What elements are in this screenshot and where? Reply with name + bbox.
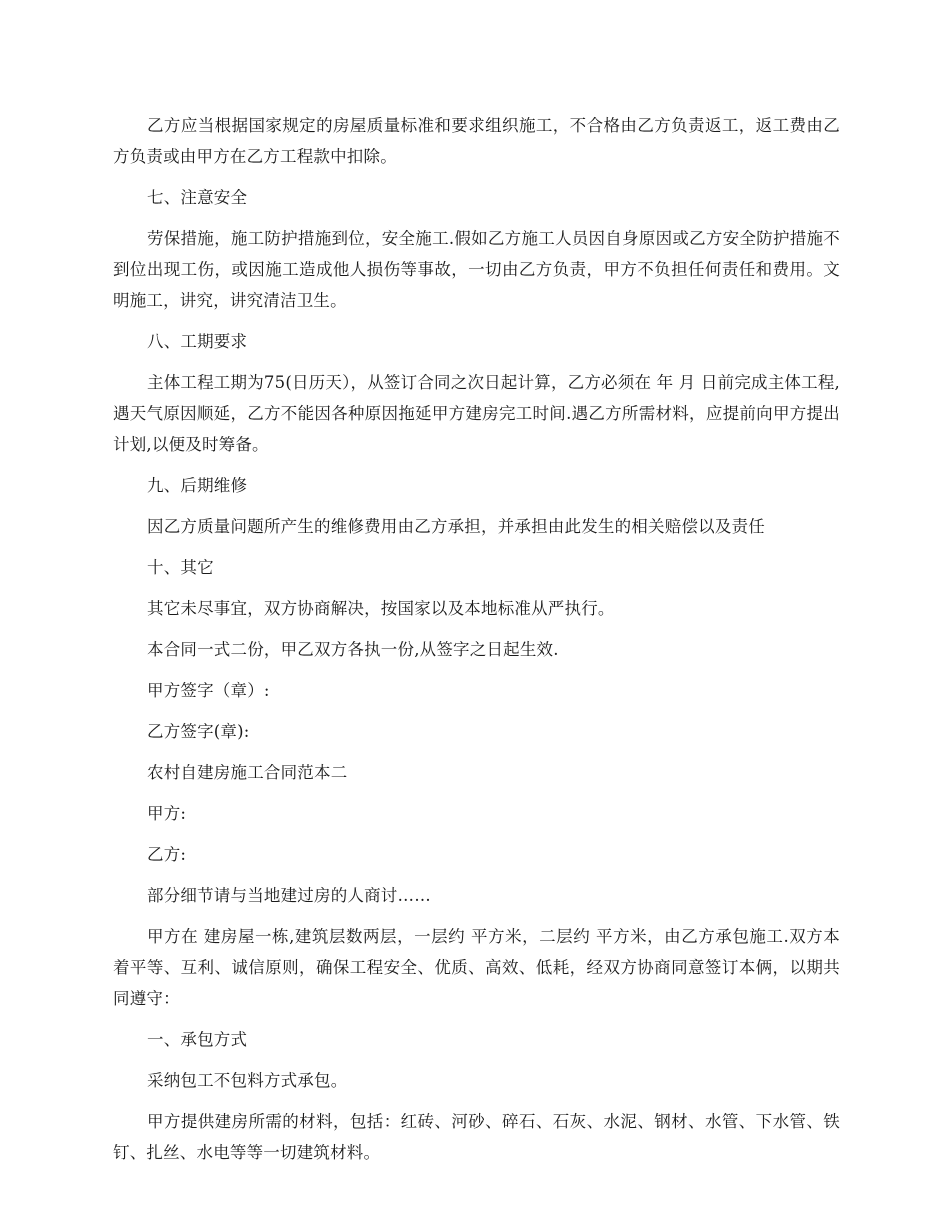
party-a-signature: 甲方签字（章）: [147, 681, 270, 700]
paragraph-other: 其它未尽事宜，双方协商解决，按国家以及本地标准从严执行。 [147, 599, 615, 618]
heading-other: 十、其它 [147, 558, 214, 577]
spacer [113, 542, 840, 552]
paragraph-intro: 甲方在 建房屋一栋,建筑层数两层，一层约 平方米，二层约 平方米，由乙方承包施工.双方本着平等、互利、诚信原则，确保工程安全、优质、高效、低耗，经双方协商同意签订本俩，以期共同遵守： [113, 927, 840, 1008]
heading-contract-method: 一、承包方式 [147, 1030, 248, 1049]
spacer [113, 583, 840, 593]
spacer [113, 747, 840, 757]
party-b-label: 乙方: [147, 845, 187, 864]
heading-safety: 七、注意安全 [147, 188, 248, 207]
paragraph-contract-method: 采纳包工不包料方式承包。 [147, 1071, 348, 1090]
spacer [113, 1096, 840, 1106]
party-b-signature: 乙方签字(章): [147, 722, 250, 741]
spacer [113, 1014, 840, 1024]
paragraph-note: 部分细节请与当地建过房的人商讨…… [147, 886, 431, 905]
spacer [113, 788, 840, 798]
paragraph-materials: 甲方提供建房所需的材料，包括：红砖、河砂、碎石、石灰、水泥、钢材、水管、下水管、铁钉、扎丝、水电等等一切建筑材料。 [113, 1112, 840, 1162]
spacer [113, 316, 840, 326]
spacer [113, 870, 840, 880]
paragraph-quality: 乙方应当根据国家规定的房屋质量标准和要求组织施工，不合格由乙方负责返工，返工费由乙方负责或由甲方在乙方工程款中扣除。 [113, 116, 840, 166]
template-two-title: 农村自建房施工合同范本二 [147, 763, 348, 782]
paragraph-safety: 劳保措施，施工防护措施到位，安全施工.假如乙方施工人员因自身原因或乙方安全防护措施不到位出现工伤，或因施工造成他人损伤等事故，一切由乙方负责，甲方不负担任何责任和费用。文明施工，讲究，讲究清洁卫生。 [113, 229, 840, 310]
spacer [113, 460, 840, 470]
heading-maintenance: 九、后期维修 [147, 476, 248, 495]
spacer [113, 213, 840, 223]
spacer [113, 172, 840, 182]
document-page [113, 110, 840, 1168]
heading-schedule: 八、工期要求 [147, 332, 248, 351]
spacer [113, 665, 840, 675]
spacer [113, 501, 840, 511]
spacer [113, 1055, 840, 1065]
spacer [113, 624, 840, 634]
spacer [113, 829, 840, 839]
paragraph-schedule: 主体工程工期为75(日历天），从签订合同之次日起计算，乙方必须在 年 月 日前完成主体工程,遇天气原因顺延，乙方不能因各种原因拖延甲方建房完工时间.遇乙方所需材料，应提前向甲方提出计划,以便及时筹备。 [113, 373, 840, 454]
spacer [113, 911, 840, 921]
spacer [113, 706, 840, 716]
paragraph-maintenance: 因乙方质量问题所产生的维修费用由乙方承担，并承担由此发生的相关赔偿以及责任 [147, 517, 765, 536]
spacer [113, 357, 840, 367]
paragraph-copies: 本合同一式二份，甲乙双方各执一份,从签字之日起生效. [147, 640, 559, 659]
party-a-label: 甲方: [147, 804, 187, 823]
